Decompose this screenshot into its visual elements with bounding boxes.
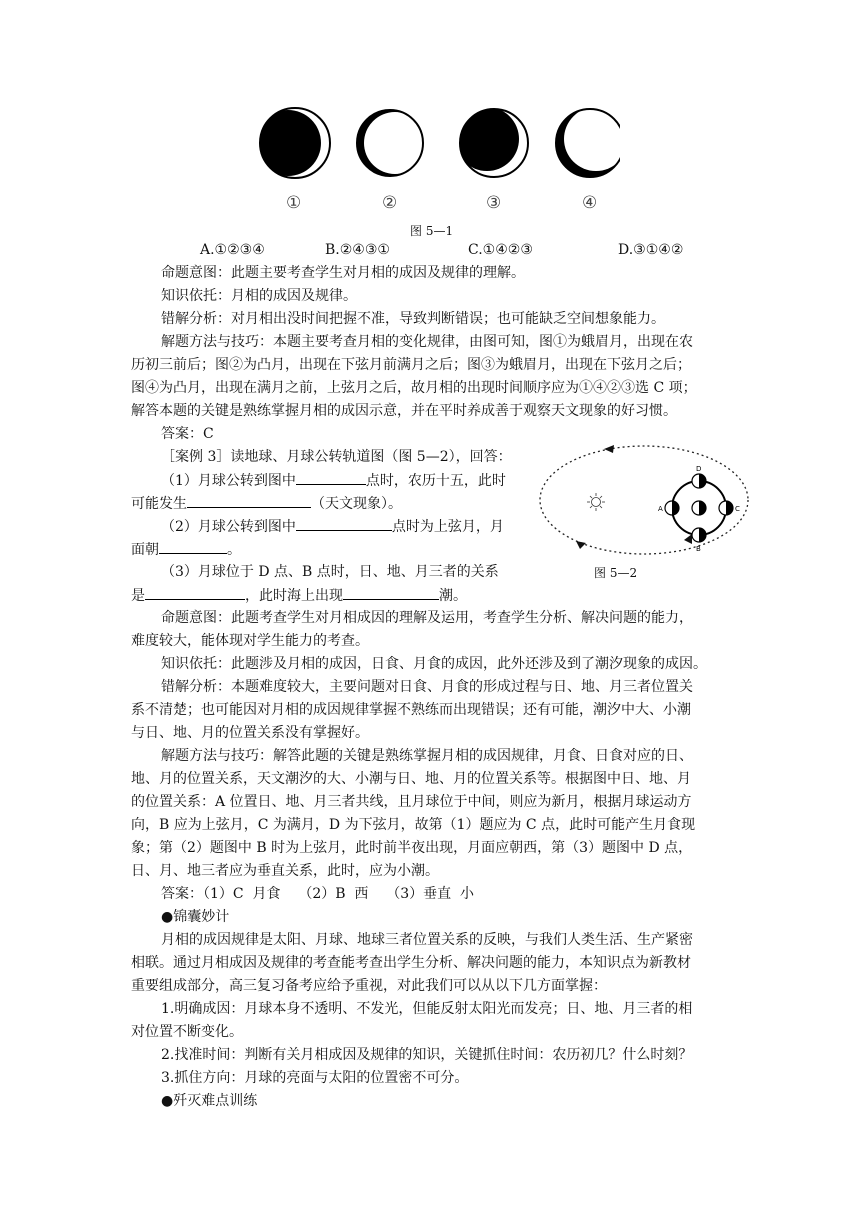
case2-method-2: 历初三前后；图②为凸月，出现在下弦月前满月之后；图③为蛾眉月，出现在下弦月之后； [131, 357, 691, 373]
orbit-arrow-top [604, 445, 614, 453]
case3-q2-blank-direction[interactable] [159, 539, 227, 554]
earth-icon [692, 501, 706, 515]
option-c: C.①④②③ [468, 242, 533, 258]
case3-method-4: 向，B 应为上弦月，C 为满月，D 为下弦月，故第（1）题应为 C 点，此时可能产生月食现 [131, 817, 696, 833]
case3-method-2: 地、月的位置关系，天文潮汐的大、小潮与日、地、月的位置关系等。根据图中日、地、月 [131, 771, 691, 787]
case3-q3-text-c: ，此时海上出现 [245, 588, 343, 604]
tips-point-1a: 1.明确成因：月球本身不透明、不发光，但能反射太阳光而发亮；日、地、月三者的相 [161, 1001, 693, 1017]
case3-q1-text-a: （1）月球公转到图中 [161, 473, 296, 489]
case3-method-3: 的位置关系：A 位置日、地、月三者共线，且月球位于中间，则应为新月，根据月球运动方 [131, 794, 692, 810]
moon-label-2: ② [382, 193, 398, 213]
case3-q3-line2 [131, 585, 467, 606]
tips-point-2: 2.找准时间：判断有关月相成因及规律的知识，关键抓住时间：农历初几？什么时刻？ [161, 1047, 693, 1063]
moon-label-3: ③ [486, 193, 502, 213]
case3-q1-text-c: 可能发生 [131, 496, 187, 512]
tips-point-3: 3.抓住方向：月球的亮面与太阳的位置密不可分。 [161, 1070, 469, 1086]
orbit-figure [534, 440, 764, 575]
case3-q1-line1 [161, 470, 506, 491]
case3-q1-line2 [131, 493, 402, 514]
case3-q3-text-d: 潮。 [439, 588, 467, 604]
case2-method-3: 图④为凸月，出现在满月之前，上弦月之后，故月相的出现时间顺序应为①④②③选 C 项； [131, 380, 697, 396]
case3-q1-text-b: 点时，农历十五，此时 [365, 473, 506, 489]
moon-position-b [692, 528, 706, 542]
case3-q3-blank-tide[interactable] [343, 585, 439, 600]
moon-position-c [719, 501, 733, 515]
case3-error-2: 系不清楚；也可能因对月相的成因规律掌握不熟练而出现错误；还有可能，潮汐中大、小潮 [131, 702, 691, 718]
tips-intro-1: 月相的成因规律是太阳、月球、地球三者位置关系的反映，与我们人类生活、生产紧密 [161, 932, 693, 948]
case3-q2-line2 [131, 539, 241, 560]
case3-q2-text-d: 。 [227, 542, 241, 558]
orbit-arrow-bottom [576, 541, 586, 549]
option-d: D.③①④② [618, 242, 684, 258]
case3-q2-text-a: （2）月球公转到图中 [161, 519, 296, 535]
case3-title: ［案例 3］读地球、月球公转轨道图（图 5—2），回答： [161, 449, 512, 465]
sun-icon [587, 493, 605, 511]
moon-phase-figure [250, 106, 620, 216]
case2-basis: 知识依托：月相的成因及规律。 [161, 288, 357, 304]
moon-label-4: ④ [582, 193, 598, 213]
moon-position-d [692, 474, 706, 488]
tips-intro-2: 相联。通过月相成因及规律的考查能考查出学生分析、解决问题的能力，本知识点为新教材 [131, 955, 691, 971]
tips-heading: ●锦囊妙计 [161, 909, 230, 925]
training-heading: ●歼灭难点训练 [161, 1093, 258, 1109]
moon-phase-1 [255, 108, 330, 178]
tips-intro-3: 重要组成部分，高三复习备考应给予重视，对此我们可以从以下几方面掌握： [131, 978, 607, 994]
case3-basis: 知识依托：此题涉及月相的成因，日食、月食的成因，此外还涉及到了潮汐现象的成因。 [161, 656, 707, 672]
case2-intent: 命题意图：此题主要考查学生对月相的成因及规律的理解。 [161, 265, 525, 281]
moon-label-1: ① [286, 193, 302, 213]
case2-method-1: 解题方法与技巧：本题主要考查月相的变化规律，由图可知，图①为蛾眉月，出现在农 [161, 334, 693, 350]
moon-phase-2 [357, 110, 426, 176]
orbit-label-c: C [735, 505, 740, 513]
figure-caption-5-1: 图 5—1 [410, 224, 454, 238]
case3-answer: 答案：（1）C 月食 （2）B 西 （3）垂直 小 [161, 886, 475, 902]
case2-error: 错解分析：对月相出没时间把握不准，导致判断错误；也可能缺乏空间想象能力。 [161, 311, 665, 327]
case3-q2-text-b: 点时为上弦月，月 [391, 519, 504, 535]
figure-caption-5-2: 图 5—2 [594, 566, 638, 580]
case3-q1-blank-phenomenon[interactable] [187, 493, 311, 508]
case3-q3-line1: （3）月球位于 D 点、B 点时，日、地、月三者的关系 [161, 564, 499, 580]
case3-q2-blank-point[interactable] [296, 516, 392, 531]
moon-phase-3 [455, 107, 528, 177]
option-a: A.①②③④ [200, 242, 265, 258]
case3-method-1: 解题方法与技巧：解答此题的关键是熟练掌握月相的成因规律，月食、日食对应的日、 [161, 748, 693, 764]
case3-q3-blank-relation[interactable] [145, 585, 245, 600]
case3-q3-text-b: 是 [131, 588, 145, 604]
case2-method-4: 解答本题的关键是熟练掌握月相的成因示意，并在平时养成善于观察天文现象的好习惯。 [131, 403, 677, 419]
case3-method-6: 日、月、地三者应为垂直关系，此时，应为小潮。 [131, 863, 439, 879]
case3-method-5: 象；第（2）题图中 B 时为上弦月，此时前半夜出现，月面应朝西，第（3）题图中 D 点， [131, 840, 693, 856]
orbit-label-d: D [696, 465, 702, 473]
moon-position-a [665, 501, 679, 515]
case3-intent-1: 命题意图：此题考查学生对月相成因的理解及运用，考查学生分析、解决问题的能力， [161, 610, 693, 626]
case2-answer: 答案：C [161, 426, 214, 442]
case3-error-3: 与日、地、月的位置关系没有掌握好。 [131, 725, 369, 741]
case3-q2-line1 [161, 516, 504, 537]
orbit-label-a: A [658, 505, 663, 513]
orbit-label-b: B [696, 545, 701, 553]
tips-point-1b: 对位置不断变化。 [131, 1024, 243, 1040]
case3-error-1: 错解分析：本题难度较大，主要问题对日食、月食的形成过程与日、地、月三者位置关 [161, 679, 693, 695]
moon-phase-4 [556, 107, 620, 177]
orbit-arrow-right [684, 534, 692, 544]
option-b: B.②④③① [325, 242, 390, 258]
case3-q1-text-d: （天文现象）。 [311, 496, 402, 512]
case3-q1-blank-point[interactable] [296, 470, 366, 485]
case3-intent-2: 难度较大，能体现对学生能力的考查。 [131, 633, 369, 649]
case3-q2-text-c: 面朝 [131, 542, 159, 558]
